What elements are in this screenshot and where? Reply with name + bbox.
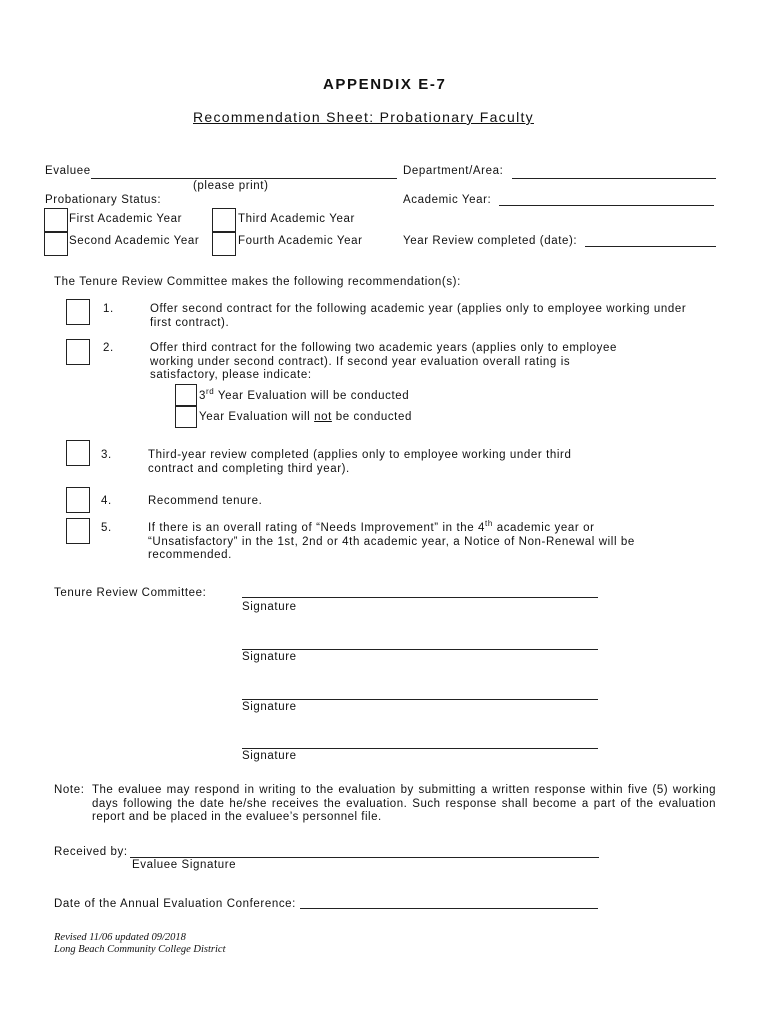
conference-date-field[interactable] (300, 908, 598, 909)
academic-year-label: Academic Year: (403, 194, 492, 206)
recommendation-2-text: Offer third contract for the following two academic years (applies only to employee working under second contract). If second year evaluation overall rating is satisfactory, please indicate: (150, 342, 617, 381)
second-year-label: Second Academic Year (69, 235, 200, 247)
third-year-label: Third Academic Year (238, 213, 355, 225)
signature-line-1[interactable] (242, 597, 598, 598)
signature-line-3[interactable] (242, 699, 598, 700)
recommendation-2-number: 2. (103, 342, 114, 354)
third-year-checkbox[interactable] (212, 208, 236, 232)
district-name: Long Beach Community College District (54, 944, 226, 955)
note-label: Note: (54, 784, 85, 796)
recommendation-5-text: If there is an overall rating of “Needs Improvement” in the 4th academic year or “Unsatisfactory” in the 1st, 2nd or 4th academic year, a Notice of Non-Renewal will be recommended. (148, 519, 635, 561)
recommendation-4-number: 4. (101, 495, 112, 507)
fourth-year-checkbox[interactable] (212, 232, 236, 256)
first-year-checkbox[interactable] (44, 208, 68, 232)
recommendation-5-number: 5. (101, 522, 112, 534)
year-eval-not-conducted-checkbox[interactable] (175, 406, 197, 428)
recommendation-4-text: Recommend tenure. (148, 495, 263, 507)
year-eval-not-conducted-label: Year Evaluation will not be conducted (199, 411, 412, 423)
appendix-heading: APPENDIX E-7 (323, 76, 447, 93)
recommendation-3-checkbox[interactable] (66, 440, 90, 466)
third-year-eval-conducted-label: 3rd Year Evaluation will be conducted (199, 387, 410, 402)
recommendation-1-number: 1. (103, 303, 114, 315)
recommendation-1-text: Offer second contract for the following academic year (applies only to employee working under first contract). (150, 303, 687, 329)
recommendation-1-checkbox[interactable] (66, 299, 90, 325)
conference-date-label: Date of the Annual Evaluation Conference: (54, 898, 296, 910)
academic-year-field[interactable] (499, 205, 714, 206)
third-year-eval-conducted-checkbox[interactable] (175, 384, 197, 406)
committee-intro: The Tenure Review Committee makes the following recommendation(s): (54, 276, 461, 288)
signature-label-2: Signature (242, 651, 297, 663)
recommendation-5-checkbox[interactable] (66, 518, 90, 544)
recommendation-2-checkbox[interactable] (66, 339, 90, 365)
fourth-year-label: Fourth Academic Year (238, 235, 363, 247)
first-year-label: First Academic Year (69, 213, 183, 225)
signature-label-1: Signature (242, 601, 297, 613)
evaluee-signature-label: Evaluee Signature (132, 859, 237, 871)
signature-line-4[interactable] (242, 748, 598, 749)
signature-label-4: Signature (242, 750, 297, 762)
tenure-committee-label: Tenure Review Committee: (54, 587, 207, 599)
year-review-label: Year Review completed (date): (403, 235, 578, 247)
revision-note: Revised 11/06 updated 09/2018 (54, 932, 186, 943)
recommendation-4-checkbox[interactable] (66, 487, 90, 513)
please-print-note: (please print) (193, 180, 269, 192)
signature-line-2[interactable] (242, 649, 598, 650)
recommendation-3-text: Third-year review completed (applies only to employee working under third contract and completing third year). (148, 449, 572, 475)
received-by-label: Received by: (54, 846, 128, 858)
signature-label-3: Signature (242, 701, 297, 713)
second-year-checkbox[interactable] (44, 232, 68, 256)
year-review-date-field[interactable] (585, 246, 716, 247)
department-label: Department/Area: (403, 165, 504, 177)
note-text: The evaluee may respond in writing to the evaluation by submitting a written response within five (5) working days following the date he/she receives the evaluation. Such response shall become a part of the evaluation report and be placed in the evaluee’s personnel file. (92, 784, 716, 823)
received-by-field[interactable] (130, 857, 599, 858)
recommendation-3-number: 3. (101, 449, 112, 461)
department-field[interactable] (512, 178, 716, 179)
evaluee-field[interactable] (91, 178, 397, 179)
page-title: Recommendation Sheet: Probationary Faculty (193, 109, 534, 125)
probationary-status-label: Probationary Status: (45, 194, 162, 206)
evaluee-label: Evaluee (45, 165, 91, 177)
